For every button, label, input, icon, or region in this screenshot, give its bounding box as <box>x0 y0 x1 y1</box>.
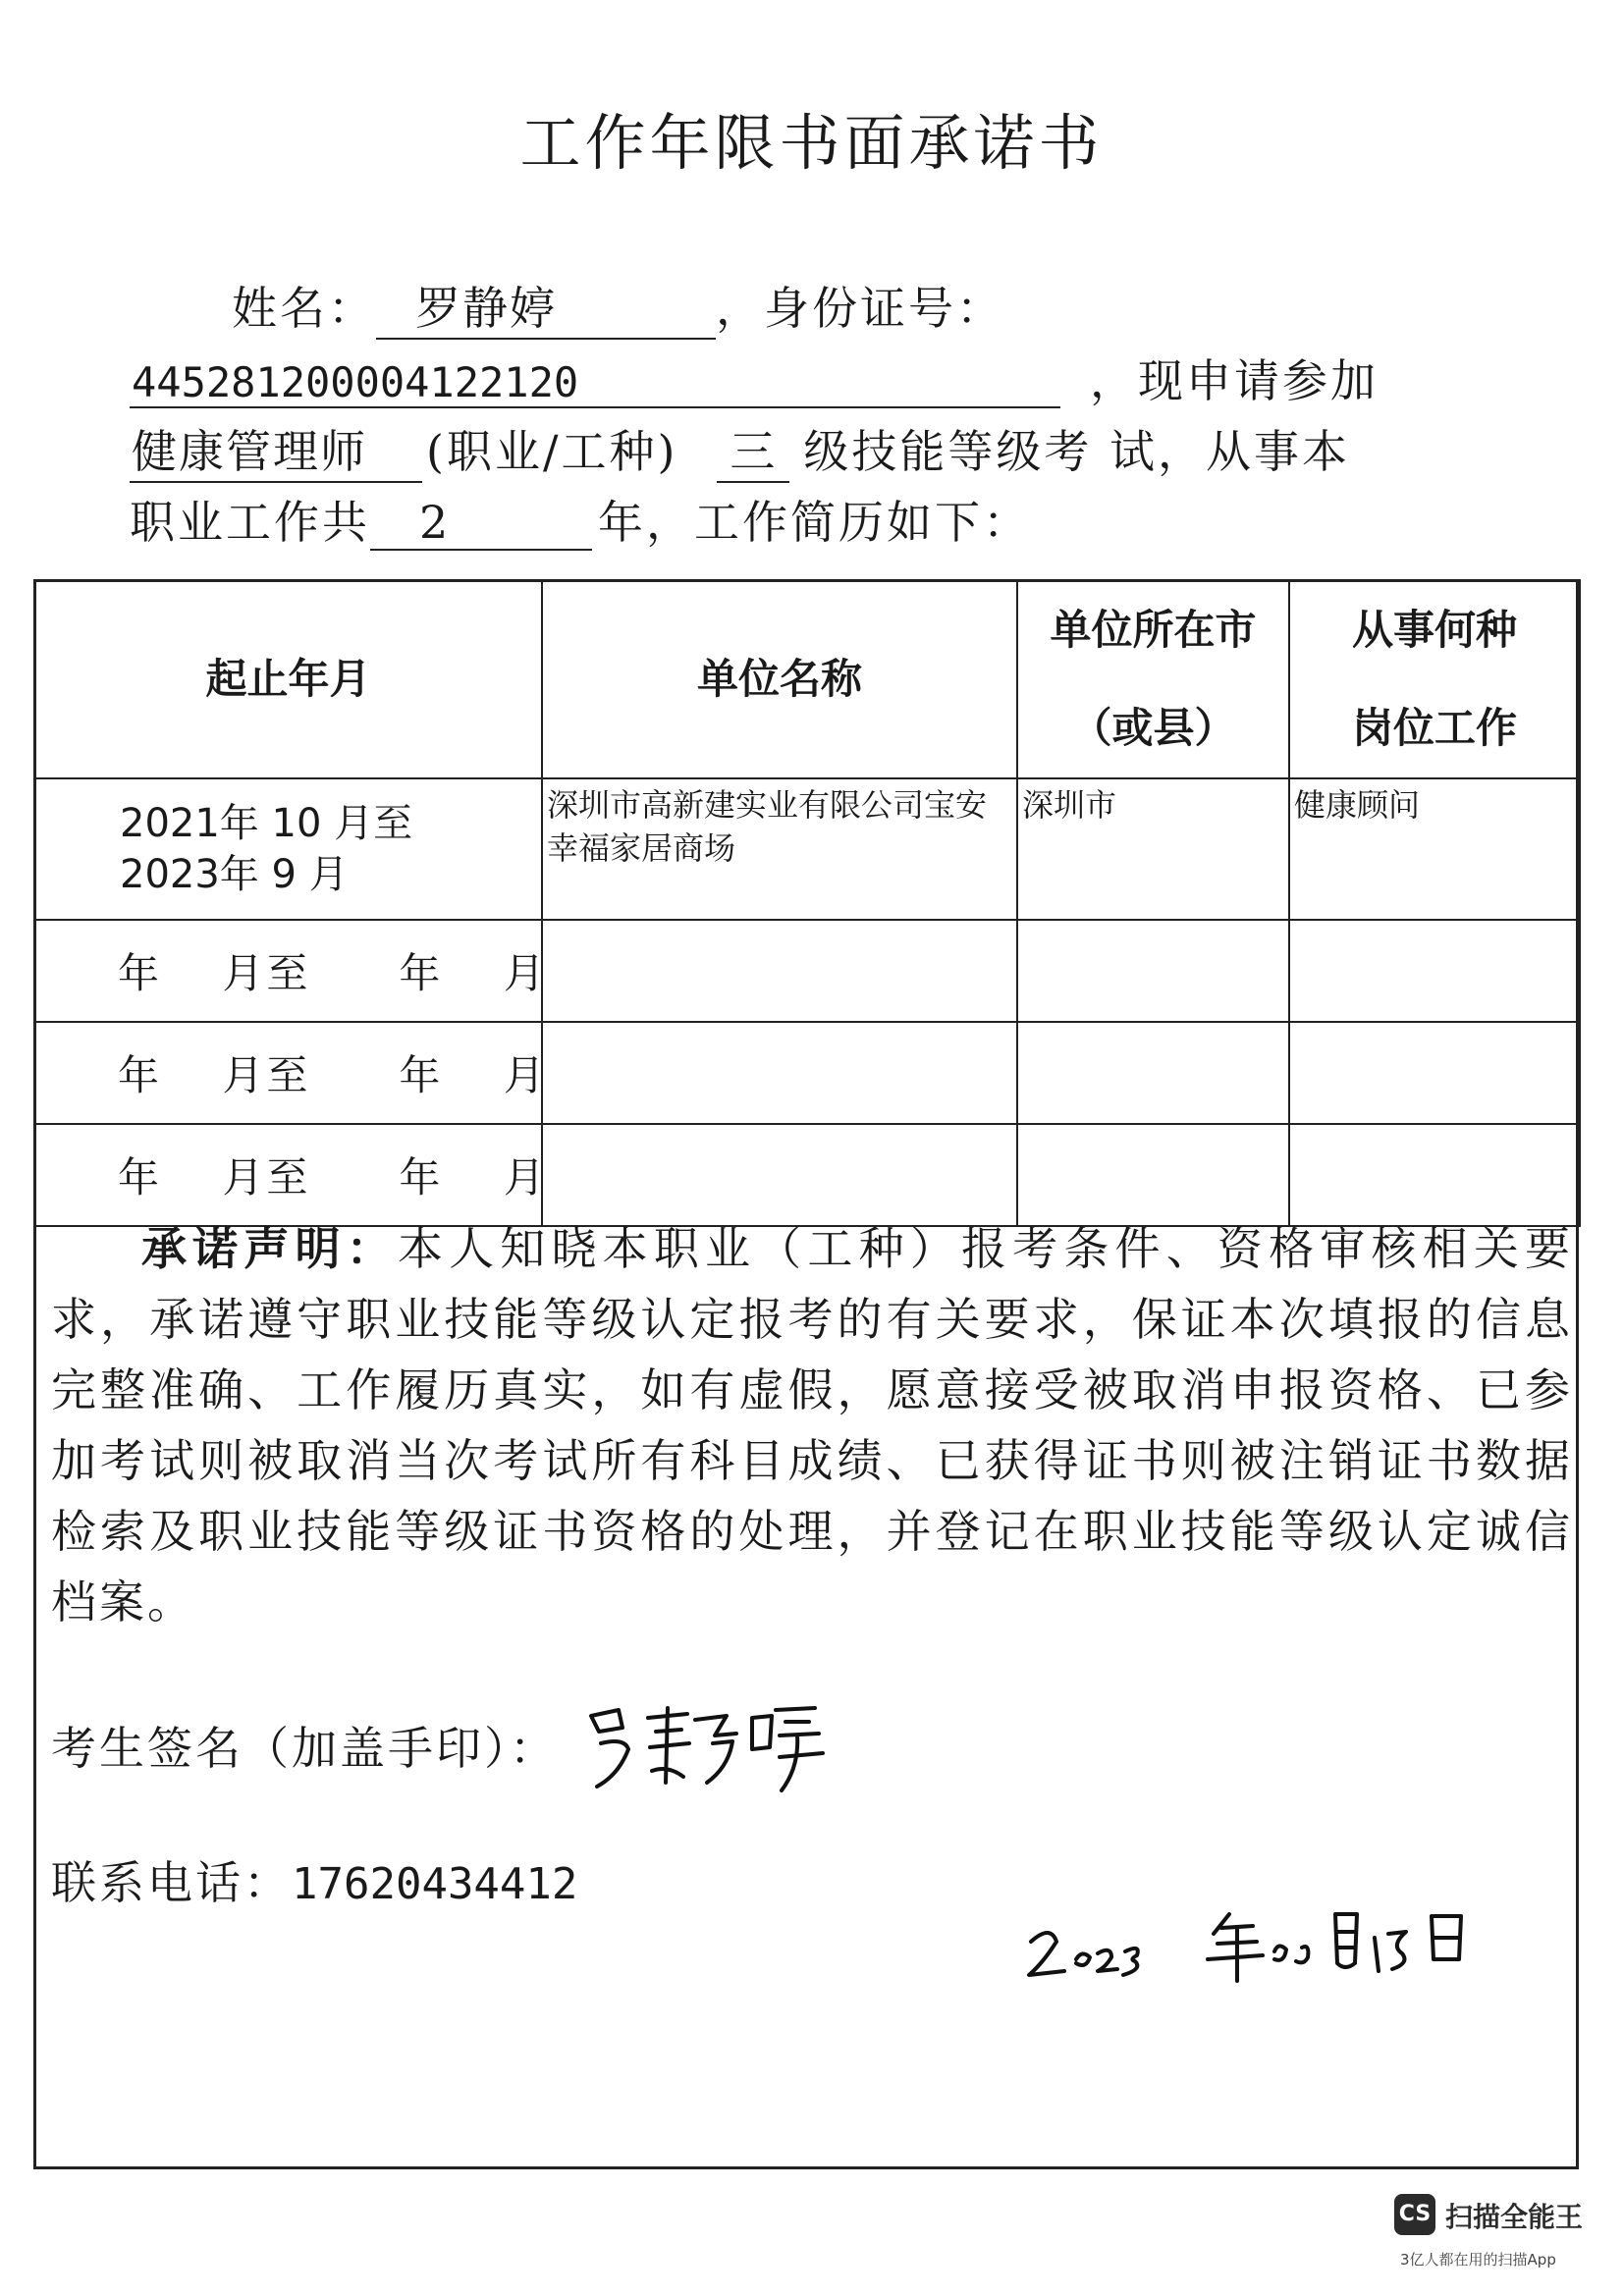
header-job <box>1289 580 1580 778</box>
phone-value: 17620434412 <box>292 1859 578 1909</box>
row-job: 健康顾问 <box>1289 778 1580 920</box>
row-job-empty <box>1289 1124 1580 1226</box>
commitment-statement <box>51 1213 1573 1637</box>
row-period-empty: 年 月至 年 月 <box>34 1022 542 1124</box>
occupation-label: (职业/工种) <box>426 425 678 478</box>
row-company: 深圳市高新建实业有限公司宝安幸福家居商场 <box>542 778 1017 920</box>
scanner-logo-icon: CS <box>1394 2194 1435 2235</box>
row-job-empty <box>1289 1022 1580 1124</box>
document-title: 工作年限书面承诺书 <box>519 107 1104 179</box>
apply-text: ，现申请参加 <box>1090 354 1379 407</box>
phone-line <box>51 1847 577 1912</box>
statement-text: 本人知晓本职业（工种）报考条件、资格审核相关要求，承诺遵守职业技能等级认定报考的有关要求，保证本次填报的信息完整准确、工作履历真实，如有虚假，愿意接受被取消申报资格、已参加考试则被取消当次考试所有科目成绩、已获得证书则被注销证书数据检索及职业技能等级证书资格的处理，并登记在职业技能等级认定诚信档案。 <box>51 1222 1574 1629</box>
id-value: 445281200004122120 <box>130 358 1060 408</box>
header-company: 单位名称 <box>542 580 1017 778</box>
level-value: 三 <box>717 416 789 483</box>
row-job-empty <box>1289 920 1580 1022</box>
years-value: 2 <box>370 496 592 551</box>
name-value: 罗静婷 <box>376 273 716 340</box>
name-label: 姓名： <box>232 282 376 335</box>
level-text: 级技能等级考 试，从事本 <box>803 425 1351 478</box>
scanner-app-tagline: 3亿人都在用的扫描App <box>1400 2251 1556 2269</box>
occupation-value: 健康管理师 <box>130 416 422 483</box>
scanner-watermark <box>1394 2194 1600 2282</box>
table-row <box>34 1022 1580 1124</box>
scanner-app-name: 扫描全能王 <box>1445 2201 1584 2233</box>
table-row <box>34 1124 1580 1226</box>
work-history-table <box>33 579 1581 1227</box>
table-header-row <box>34 580 1580 778</box>
years-suffix: 年，工作简历如下： <box>598 496 1031 549</box>
phone-label: 联系电话： <box>51 1856 292 1909</box>
header-city <box>1017 580 1289 778</box>
header-city-line2: （或县） <box>1070 704 1236 752</box>
row-city-empty <box>1017 920 1289 1022</box>
row-company-empty <box>542 920 1017 1022</box>
header-job-line1: 从事何种 <box>1351 606 1517 654</box>
row-period-line1: 2021年 10 月至 <box>120 801 413 846</box>
row-period-line2: 2023年 9 月 <box>120 852 349 897</box>
occupation-line <box>130 416 1350 483</box>
handwritten-date <box>1021 1895 1473 1993</box>
row-city-empty <box>1017 1124 1289 1226</box>
table-row <box>34 920 1580 1022</box>
row-period-empty: 年 月至 年 月 <box>34 920 542 1022</box>
years-prefix: 职业工作共 <box>130 496 370 549</box>
handwritten-signature <box>579 1688 835 1806</box>
header-period: 起止年月 <box>34 580 542 778</box>
header-city-line1: 单位所在市 <box>1050 606 1257 654</box>
name-line <box>232 273 1004 340</box>
row-period <box>34 778 542 920</box>
years-line <box>130 487 1031 552</box>
row-period-empty: 年 月至 年 月 <box>34 1124 542 1226</box>
id-line <box>130 346 1379 410</box>
header-job-line2: 岗位工作 <box>1351 704 1517 752</box>
row-city: 深圳市 <box>1017 778 1289 920</box>
row-company-empty <box>542 1022 1017 1124</box>
row-company-empty <box>542 1124 1017 1226</box>
row-city-empty <box>1017 1022 1289 1124</box>
table-row <box>34 778 1580 920</box>
signature-label: 考生签名（加盖手印）： <box>51 1722 558 1775</box>
id-label: ，身份证号： <box>716 282 1004 335</box>
statement-lead: 承诺声明： <box>141 1222 398 1275</box>
